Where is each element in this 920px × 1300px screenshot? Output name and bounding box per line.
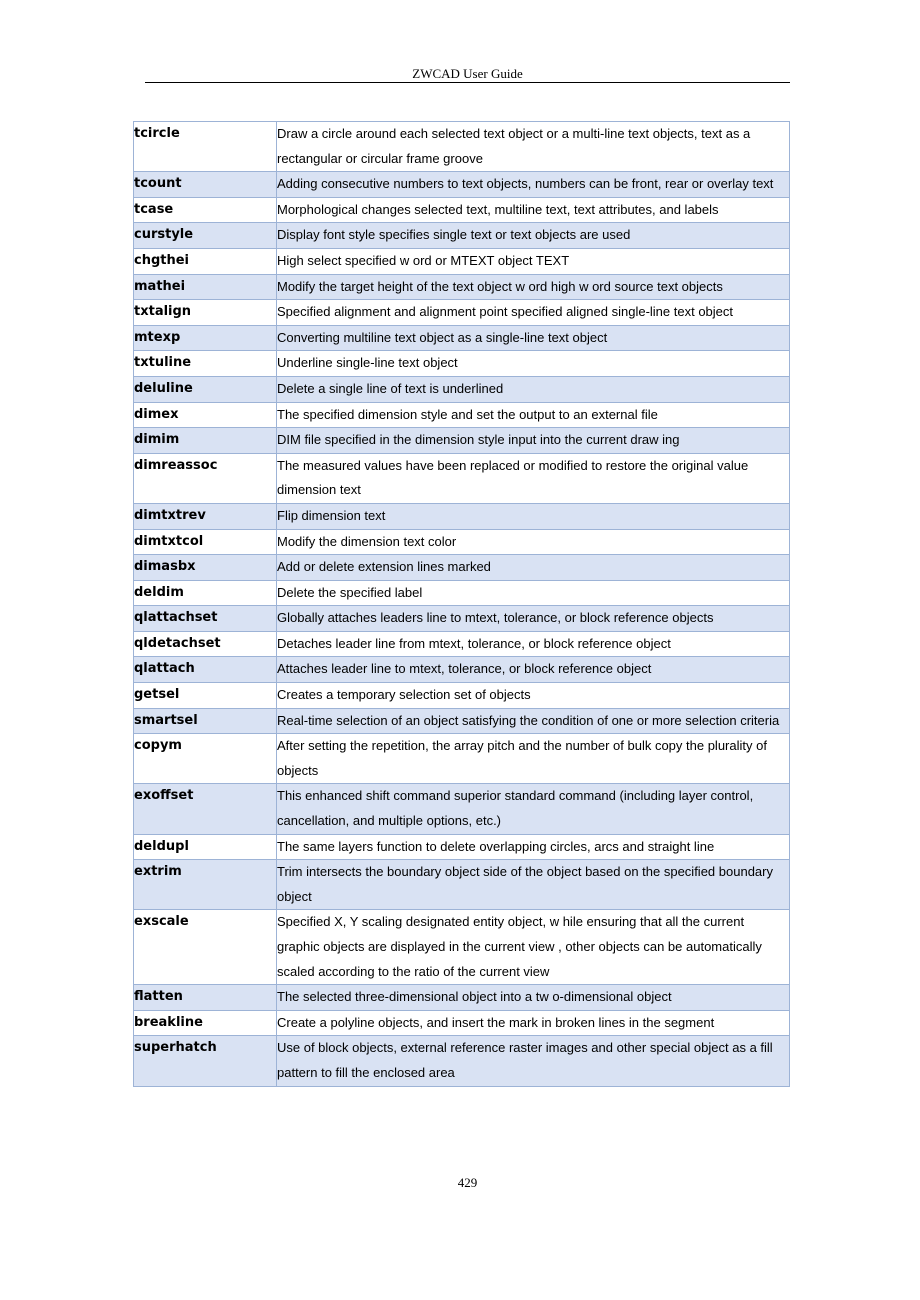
command-name-cell: breakline <box>134 1010 277 1036</box>
command-name-cell: dimasbx <box>134 555 277 581</box>
command-description-cell: The same layers function to delete overlapping circles, arcs and straight line <box>277 834 790 860</box>
command-name-cell: mtexp <box>134 325 277 351</box>
table-row <box>134 985 790 1011</box>
command-name-cell: dimtxtcol <box>134 529 277 555</box>
command-description-cell: Specified X, Y scaling designated entity object, w hile ensuring that all the current graphic objects are displayed in the current view , other objects can be automatically scaled according to the ratio of the current view <box>277 910 790 985</box>
command-description-cell: DIM file specified in the dimension style input into the current draw ing <box>277 428 790 454</box>
command-name-cell: flatten <box>134 985 277 1011</box>
command-name-cell: tcase <box>134 197 277 223</box>
command-name-cell: deldupl <box>134 834 277 860</box>
command-description-cell: The measured values have been replaced or modified to restore the original value dimension text <box>277 453 790 503</box>
command-name-cell: qlattachset <box>134 606 277 632</box>
command-description-cell: Converting multiline text object as a single-line text object <box>277 325 790 351</box>
table-row <box>134 734 790 784</box>
table-row <box>134 1036 790 1086</box>
command-name-cell: chgthei <box>134 248 277 274</box>
table-row <box>134 606 790 632</box>
table-row <box>134 708 790 734</box>
command-name-cell: curstyle <box>134 223 277 249</box>
table-row <box>134 834 790 860</box>
table-row <box>134 580 790 606</box>
table-row <box>134 274 790 300</box>
table-row <box>134 428 790 454</box>
command-name-cell: smartsel <box>134 708 277 734</box>
command-name-cell: deldim <box>134 580 277 606</box>
table-row <box>134 529 790 555</box>
command-name-cell: exscale <box>134 910 277 985</box>
command-description-cell: Globally attaches leaders line to mtext, tolerance, or block reference objects <box>277 606 790 632</box>
page-header-title: ZWCAD User Guide <box>412 66 523 81</box>
table-row <box>134 376 790 402</box>
command-description-cell: Flip dimension text <box>277 503 790 529</box>
command-name-cell: extrim <box>134 860 277 910</box>
command-description-cell: The selected three-dimensional object into a tw o-dimensional object <box>277 985 790 1011</box>
table-row <box>134 657 790 683</box>
page-number: 429 <box>457 1175 478 1190</box>
table-row <box>134 172 790 198</box>
command-table <box>133 121 790 1087</box>
command-name-cell: dimreassoc <box>134 453 277 503</box>
command-name-cell: txtuline <box>134 351 277 377</box>
table-row <box>134 555 790 581</box>
table-row <box>134 1010 790 1036</box>
command-name-cell: tcircle <box>134 122 277 172</box>
command-description-cell: Attaches leader line to mtext, tolerance, or block reference object <box>277 657 790 683</box>
table-row <box>134 122 790 172</box>
command-description-cell: Delete a single line of text is underlined <box>277 376 790 402</box>
command-name-cell: tcount <box>134 172 277 198</box>
command-name-cell: qlattach <box>134 657 277 683</box>
command-description-cell: Delete the specified label <box>277 580 790 606</box>
table-row <box>134 910 790 985</box>
command-description-cell: This enhanced shift command superior standard command (including layer control, cancellation, and multiple options, etc.) <box>277 784 790 834</box>
table-row <box>134 197 790 223</box>
command-description-cell: Underline single-line text object <box>277 351 790 377</box>
table-row <box>134 223 790 249</box>
command-name-cell: getsel <box>134 683 277 709</box>
command-description-cell: Modify the target height of the text object w ord high w ord source text objects <box>277 274 790 300</box>
table-row <box>134 248 790 274</box>
table-row <box>134 683 790 709</box>
command-description-cell: Create a polyline objects, and insert the mark in broken lines in the segment <box>277 1010 790 1036</box>
command-description-cell: Draw a circle around each selected text object or a multi-line text objects, text as a rectangular or circular frame groove <box>277 122 790 172</box>
command-description-cell: Use of block objects, external reference raster images and other special object as a fill pattern to fill the enclosed area <box>277 1036 790 1086</box>
command-name-cell: mathei <box>134 274 277 300</box>
command-description-cell: High select specified w ord or MTEXT object TEXT <box>277 248 790 274</box>
command-name-cell: copym <box>134 734 277 784</box>
table-row <box>134 631 790 657</box>
command-description-cell: Morphological changes selected text, multiline text, text attributes, and labels <box>277 197 790 223</box>
command-description-cell: Adding consecutive numbers to text objects, numbers can be front, rear or overlay text <box>277 172 790 198</box>
command-description-cell: Detaches leader line from mtext, tolerance, or block reference object <box>277 631 790 657</box>
table-row <box>134 784 790 834</box>
command-description-cell: Creates a temporary selection set of objects <box>277 683 790 709</box>
table-row <box>134 402 790 428</box>
command-name-cell: dimtxtrev <box>134 503 277 529</box>
header-rule <box>145 82 790 83</box>
command-name-cell: qldetachset <box>134 631 277 657</box>
command-name-cell: dimim <box>134 428 277 454</box>
table-row <box>134 300 790 326</box>
command-name-cell: txtalign <box>134 300 277 326</box>
command-name-cell: dimex <box>134 402 277 428</box>
command-name-cell: deluline <box>134 376 277 402</box>
command-description-cell: After setting the repetition, the array pitch and the number of bulk copy the plurality of objects <box>277 734 790 784</box>
command-description-cell: Specified alignment and alignment point specified aligned single-line text object <box>277 300 790 326</box>
command-name-cell: exoffset <box>134 784 277 834</box>
table-row <box>134 503 790 529</box>
table-row <box>134 453 790 503</box>
command-description-cell: Real-time selection of an object satisfying the condition of one or more selection criteria <box>277 708 790 734</box>
table-row <box>134 860 790 910</box>
command-description-cell: Trim intersects the boundary object side of the object based on the specified boundary object <box>277 860 790 910</box>
command-description-cell: Modify the dimension text color <box>277 529 790 555</box>
command-description-cell: The specified dimension style and set the output to an external file <box>277 402 790 428</box>
table-row <box>134 325 790 351</box>
command-description-cell: Display font style specifies single text or text objects are used <box>277 223 790 249</box>
command-name-cell: superhatch <box>134 1036 277 1086</box>
command-description-cell: Add or delete extension lines marked <box>277 555 790 581</box>
table-row <box>134 351 790 377</box>
